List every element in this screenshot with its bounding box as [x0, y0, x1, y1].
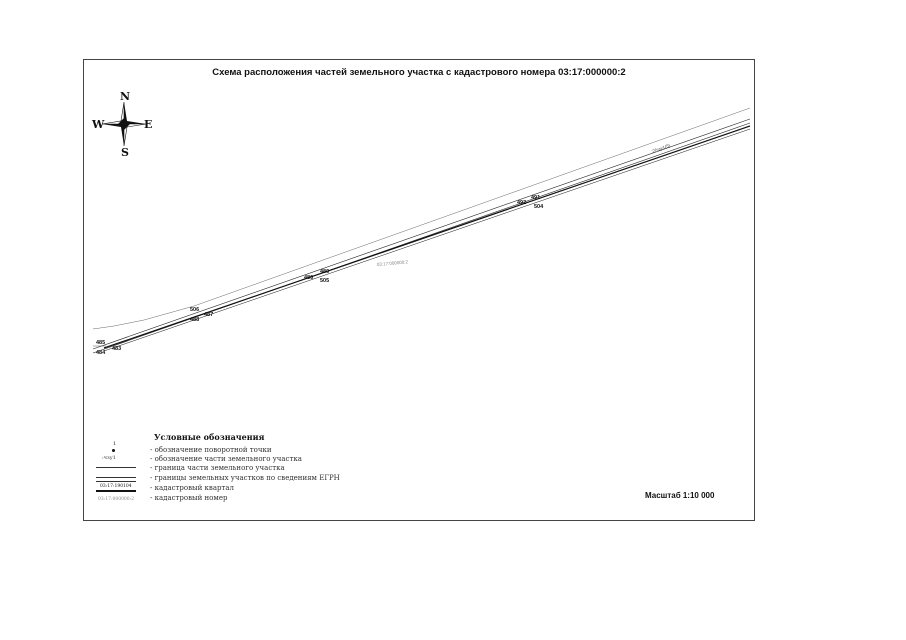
point-label-486: 486 [304, 275, 314, 281]
legend-egrn-boundary-symbol [96, 477, 136, 482]
part-boundary-line [104, 126, 750, 348]
map-scale: Масштаб 1:10 000 [645, 491, 715, 500]
point-label-491: 491 [531, 195, 541, 201]
legend-part-symbol: :чзу1 [102, 455, 116, 461]
legend-point-symbol [96, 441, 136, 453]
map-title: Схема расположения частей земельного участка с кадастрового номера 03:17:000000:2 [212, 67, 626, 78]
cadastral-map [84, 60, 756, 430]
point-label-487: 487 [204, 312, 214, 318]
map-sheet [83, 59, 755, 521]
point-label-489: 489 [320, 269, 330, 275]
legend-item-cadastral-quarter: - кадастровый квартал [150, 484, 234, 492]
quarter-line-icon [96, 490, 136, 492]
legend-title: Условные обозначения [154, 432, 265, 442]
point-label-483: 483 [112, 346, 122, 352]
legend [96, 432, 396, 514]
compass-south-label: S [121, 146, 129, 159]
map-part-label: :2/чзу1(5) [650, 142, 671, 154]
legend-item-part-designation: - обозначение части земельного участка [150, 455, 302, 463]
point-label-492: 492 [517, 200, 527, 206]
legend-point-number: 1 [113, 441, 117, 447]
point-label-485: 485 [96, 340, 106, 346]
legend-item-part-boundary: - граница части земельного участка [150, 464, 285, 472]
part-boundary-line-inner [104, 129, 750, 351]
point-dot-icon [112, 449, 115, 452]
legend-cadnum-symbol: 03:17:000000:2 [98, 497, 135, 502]
legend-item-egrn-boundaries: - границы земельных участков по сведениям ЕГРН [150, 474, 340, 482]
point-label-484: 484 [96, 350, 106, 356]
legend-quarter-number: 03:17:190104 [100, 484, 132, 489]
compass-west-label: W [92, 118, 105, 131]
legend-item-turning-point: - обозначение поворотной точки [150, 446, 272, 454]
map-cadastral-number-label: 03:17:000000:2 [376, 259, 409, 267]
point-label-504: 504 [534, 204, 544, 210]
point-label-488: 488 [190, 317, 200, 323]
legend-item-cadastral-number: - кадастровый номер [150, 494, 228, 502]
point-label-505: 505 [320, 278, 330, 284]
legend-part-boundary-symbol [96, 467, 136, 469]
parcel-boundary-upper [93, 108, 750, 329]
compass-east-label: E [144, 118, 153, 131]
point-label-506: 506 [190, 307, 200, 313]
compass-north-label: N [120, 90, 131, 103]
